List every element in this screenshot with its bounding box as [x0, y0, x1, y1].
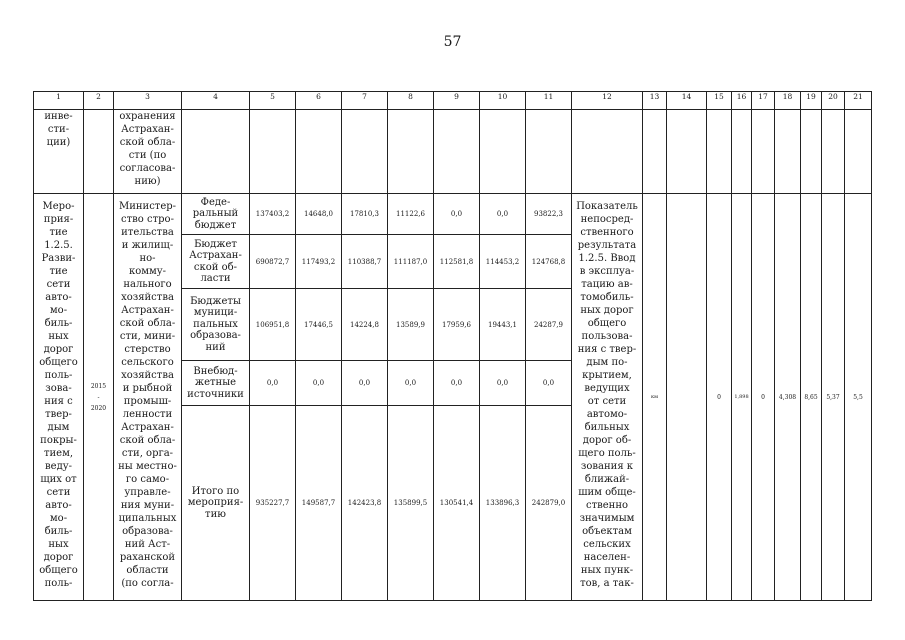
header-cell: 21: [845, 92, 872, 110]
empty-cell: [775, 110, 801, 194]
value-cell: 112581,8: [434, 235, 480, 289]
empty-cell: [296, 110, 342, 194]
header-cell: 4: [182, 92, 250, 110]
empty-cell: [643, 110, 667, 194]
header-cell: 1: [34, 92, 84, 110]
funding-source-label: Бюджет Астрахан- ской об- ласти: [182, 235, 250, 289]
value-cell: 114453,2: [480, 235, 526, 289]
header-cell: 7: [342, 92, 388, 110]
value-cell: 17446,5: [296, 289, 342, 361]
value-cell: 135899,5: [388, 406, 434, 601]
empty-cell: [84, 110, 114, 194]
empty-cell: [667, 110, 707, 194]
header-cell: 15: [707, 92, 732, 110]
value-cell: 242879,0: [526, 406, 572, 601]
value-cell: 0,0: [526, 361, 572, 406]
continuation-row: [34, 110, 872, 194]
value-cell: 690872,7: [250, 235, 296, 289]
header-cell: 6: [296, 92, 342, 110]
measure-name-cell: Меро- прия- тие 1.2.5. Разви- тие сети авто- мо- биль- ных дорог общего поль- зова- ния с твер- дым покры- тием, веду- щих от сети авто- мо- биль- ных дорог общего поль-: [34, 194, 84, 601]
empty-cell: [572, 110, 643, 194]
indicator-value-20: 5,37: [822, 194, 845, 601]
header-cell: 5: [250, 92, 296, 110]
value-cell: 24287,9: [526, 289, 572, 361]
value-cell: 0,0: [480, 361, 526, 406]
header-cell: 20: [822, 92, 845, 110]
executor-cell: Министер- ство стро- ительства и жилищ- но- комму- нального хозяйства Астрахан- ской обла- сти, мини- стерство сельского хозяйства и рыбной промыш- ленности Астрахан- ской обла- сти, орга- ны местно- го само- управле- ния муни- ципальных образова- ний Аст- раханской области (по согла-: [114, 194, 182, 601]
header-cell: 16: [732, 92, 752, 110]
funding-source-label: Бюджеты муници- пальных образова- ний: [182, 289, 250, 361]
value-cell: 14224,8: [342, 289, 388, 361]
empty-cell: [801, 110, 822, 194]
header-cell: 19: [801, 92, 822, 110]
empty-cell: [434, 110, 480, 194]
empty-cell: [342, 110, 388, 194]
header-cell: 17: [752, 92, 775, 110]
empty-cell: [752, 110, 775, 194]
header-cell: 9: [434, 92, 480, 110]
value-cell: 0,0: [250, 361, 296, 406]
empty-cell: [526, 110, 572, 194]
funding-row-federal: [34, 194, 872, 235]
indicator-value-21: 5,5: [845, 194, 872, 601]
indicator-value-18: 4,308: [775, 194, 801, 601]
empty-cell: [480, 110, 526, 194]
value-cell: 0,0: [480, 194, 526, 235]
value-cell: 106951,8: [250, 289, 296, 361]
header-row: [34, 92, 872, 110]
value-cell: 149587,7: [296, 406, 342, 601]
header-cell: 2: [84, 92, 114, 110]
value-cell: 111187,0: [388, 235, 434, 289]
indicator-value-16: 1,898: [732, 194, 752, 601]
funding-source-label: Феде- ральный бюджет: [182, 194, 250, 235]
header-cell: 10: [480, 92, 526, 110]
years-cell: 2015 - 2020: [84, 194, 114, 601]
header-cell: 12: [572, 92, 643, 110]
header-cell: 11: [526, 92, 572, 110]
value-cell: 130541,4: [434, 406, 480, 601]
value-cell: 0,0: [342, 361, 388, 406]
funding-source-label: Внебюд- жетные источники: [182, 361, 250, 406]
page-number: 57: [443, 34, 462, 50]
value-cell: 93822,3: [526, 194, 572, 235]
value-cell: 133896,3: [480, 406, 526, 601]
continuation-name-cell: инве- сти- ции): [34, 110, 84, 194]
value-cell: 11122,6: [388, 194, 434, 235]
empty-cell: [182, 110, 250, 194]
empty-cell: [845, 110, 872, 194]
budget-table: [33, 91, 872, 601]
empty-cell: [732, 110, 752, 194]
value-cell: 935227,7: [250, 406, 296, 601]
value-cell: 142423,8: [342, 406, 388, 601]
empty-cell: [822, 110, 845, 194]
empty-cell: [388, 110, 434, 194]
indicator-value-17: 0: [752, 194, 775, 601]
value-cell: 0,0: [434, 194, 480, 235]
value-cell: 110388,7: [342, 235, 388, 289]
header-cell: 14: [667, 92, 707, 110]
indicator-cell: Показатель непосред- ственного результата 1.2.5. Ввод в эксплуа- тацию ав- томобиль- ных дорог общего пользова- ния с твер- дым по- крытием, ведущих от сети автомо- бильных дорог об- щего поль- зования к ближай- шим обще- ственно значимым объектам сельских населен- ных пунк- тов, а так-: [572, 194, 643, 601]
indicator-value-15: 0: [707, 194, 732, 601]
empty-cell: [707, 110, 732, 194]
funding-source-label: Итого по мероприя- тию: [182, 406, 250, 601]
value-cell: 124768,8: [526, 235, 572, 289]
value-cell: 17959,6: [434, 289, 480, 361]
value-cell: 0,0: [388, 361, 434, 406]
value-cell: 137403,2: [250, 194, 296, 235]
header-cell: 13: [643, 92, 667, 110]
value-cell: 17810,3: [342, 194, 388, 235]
value-cell: 14648,0: [296, 194, 342, 235]
value-cell: 0,0: [434, 361, 480, 406]
unit-cell: км: [643, 194, 667, 601]
header-cell: 3: [114, 92, 182, 110]
header-cell: 18: [775, 92, 801, 110]
continuation-executor-cell: охранения Астрахан- ской обла- сти (по согласова- нию): [114, 110, 182, 194]
empty-cell: [250, 110, 296, 194]
value-cell: 0,0: [296, 361, 342, 406]
indicator-value-14: [667, 194, 707, 601]
value-cell: 19443,1: [480, 289, 526, 361]
value-cell: 117493,2: [296, 235, 342, 289]
indicator-value-19: 8,65: [801, 194, 822, 601]
header-cell: 8: [388, 92, 434, 110]
value-cell: 13589,9: [388, 289, 434, 361]
